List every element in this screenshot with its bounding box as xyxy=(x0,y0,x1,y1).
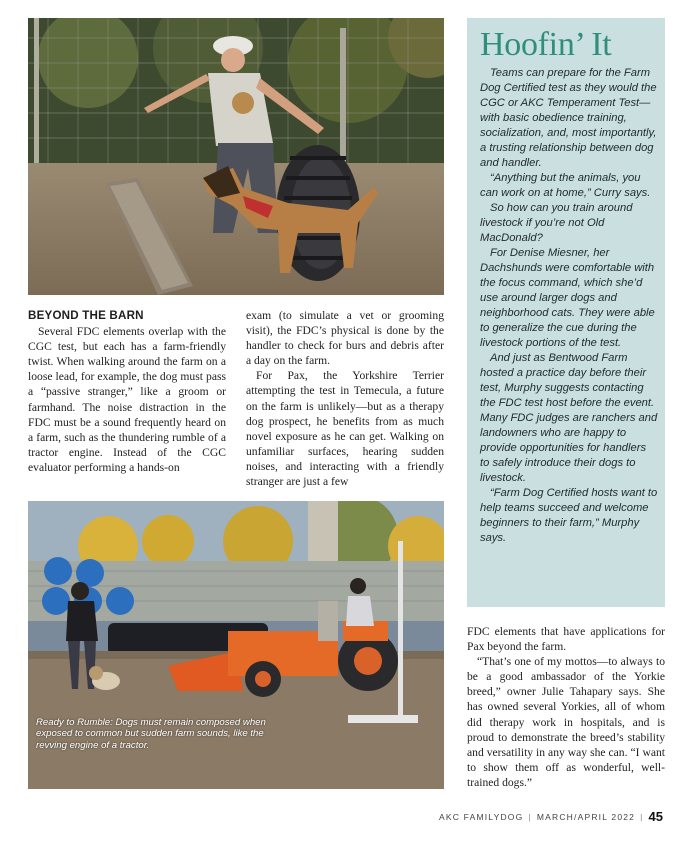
article-column-middle xyxy=(246,308,444,489)
sidebar-paragraph: So how can you train around livestock if you’re not Old MacDonald? xyxy=(480,202,633,244)
article-paragraph: exam (to simulate a vet or grooming visit), the FDC’s physical is done by the handler to check for burs and debris after a day on the farm. xyxy=(246,309,444,368)
sidebar-body xyxy=(480,66,658,546)
article-paragraph: FDC elements that have applications for Pax beyond the farm. xyxy=(467,625,665,654)
section-heading: BEYOND THE BARN xyxy=(28,309,144,322)
article-column-left xyxy=(28,308,226,475)
article-column-right xyxy=(467,624,665,790)
footer-separator: | xyxy=(528,811,532,822)
photo-tractor-yorkie xyxy=(28,501,444,789)
photo-dog-tire xyxy=(28,18,444,295)
issue-date: MARCH/APRIL 2022 xyxy=(536,811,636,822)
page-footer xyxy=(439,809,663,824)
sidebar-paragraph: “Farm Dog Certified hosts want to help teams succeed and welcome beginners to their farm,” Murphy says. xyxy=(480,487,658,544)
article-paragraph: Several FDC elements overlap with the CGC test, but each has a farm-friendly twist. When walking around the farm on a loose lead, for example, the dog must pass a “passive stranger,” like a groom or farmhand. The noise distraction in the FDC must be a sound frequently heard on a farm, such as the thundering rumble of a tractor engine. Instead of the CGC evaluator performing a hands-on xyxy=(28,325,226,474)
sidebar-paragraph: For Denise Miesner, her Dachshunds were comfortable with the focus command, which she’d use around larger dogs and neighborhood cats. They were able to generalize the cue during the livestock portions of the test. xyxy=(480,247,655,349)
sidebar-paragraph: “Anything but the animals, you can work on at home,” Curry says. xyxy=(480,172,651,199)
footer-separator: | xyxy=(640,811,644,822)
magazine-name: AKC FAMILYDOG xyxy=(439,811,524,822)
photo-dog-tire-image xyxy=(28,18,444,295)
sidebar-paragraph: And just as Bentwood Farm hosted a practice day before their test, Murphy suggests contacting the FDC test host before the event. Many FDC judges are ranchers and landowners who are happy to provide opportunities for handlers to safely introduce their dogs to livestock. xyxy=(480,352,658,484)
sidebar-box xyxy=(467,18,665,607)
sidebar-title: Hoofin’ It xyxy=(480,26,612,63)
article-paragraph: “That’s one of my mottos—to always to be a good ambassador of the Yorkie breed,” owner Julie Tahapary says. She has owned several Yorkies, all of whom did therapy work in hospitals, and is proud to demonstrate the breed’s stability and versatility in any way she can. “I want to show them off as wonderful, well-trained dogs.” xyxy=(467,655,665,789)
photo-caption: Ready to Rumble: Dogs must remain composed when exposed to common but sudden farm sounds, like the revving engine of a tractor. xyxy=(36,716,266,751)
article-paragraph: For Pax, the Yorkshire Terrier attempting the test in Temecula, a future on the farm is unlikely—but as a therapy dog prospect, he benefits from as much novel exposure as he can get. Walking on unfamiliar surfaces, hearing sudden noises, and interacting with a friendly stranger are just a few xyxy=(246,369,444,489)
page-number: 45 xyxy=(648,809,663,824)
sidebar-paragraph: Teams can prepare for the Farm Dog Certified test as they would the CGC or AKC Temperament Test—with basic obedience training, socialization, and, most importantly, a trusting relationship between dog and handler. xyxy=(480,67,657,169)
